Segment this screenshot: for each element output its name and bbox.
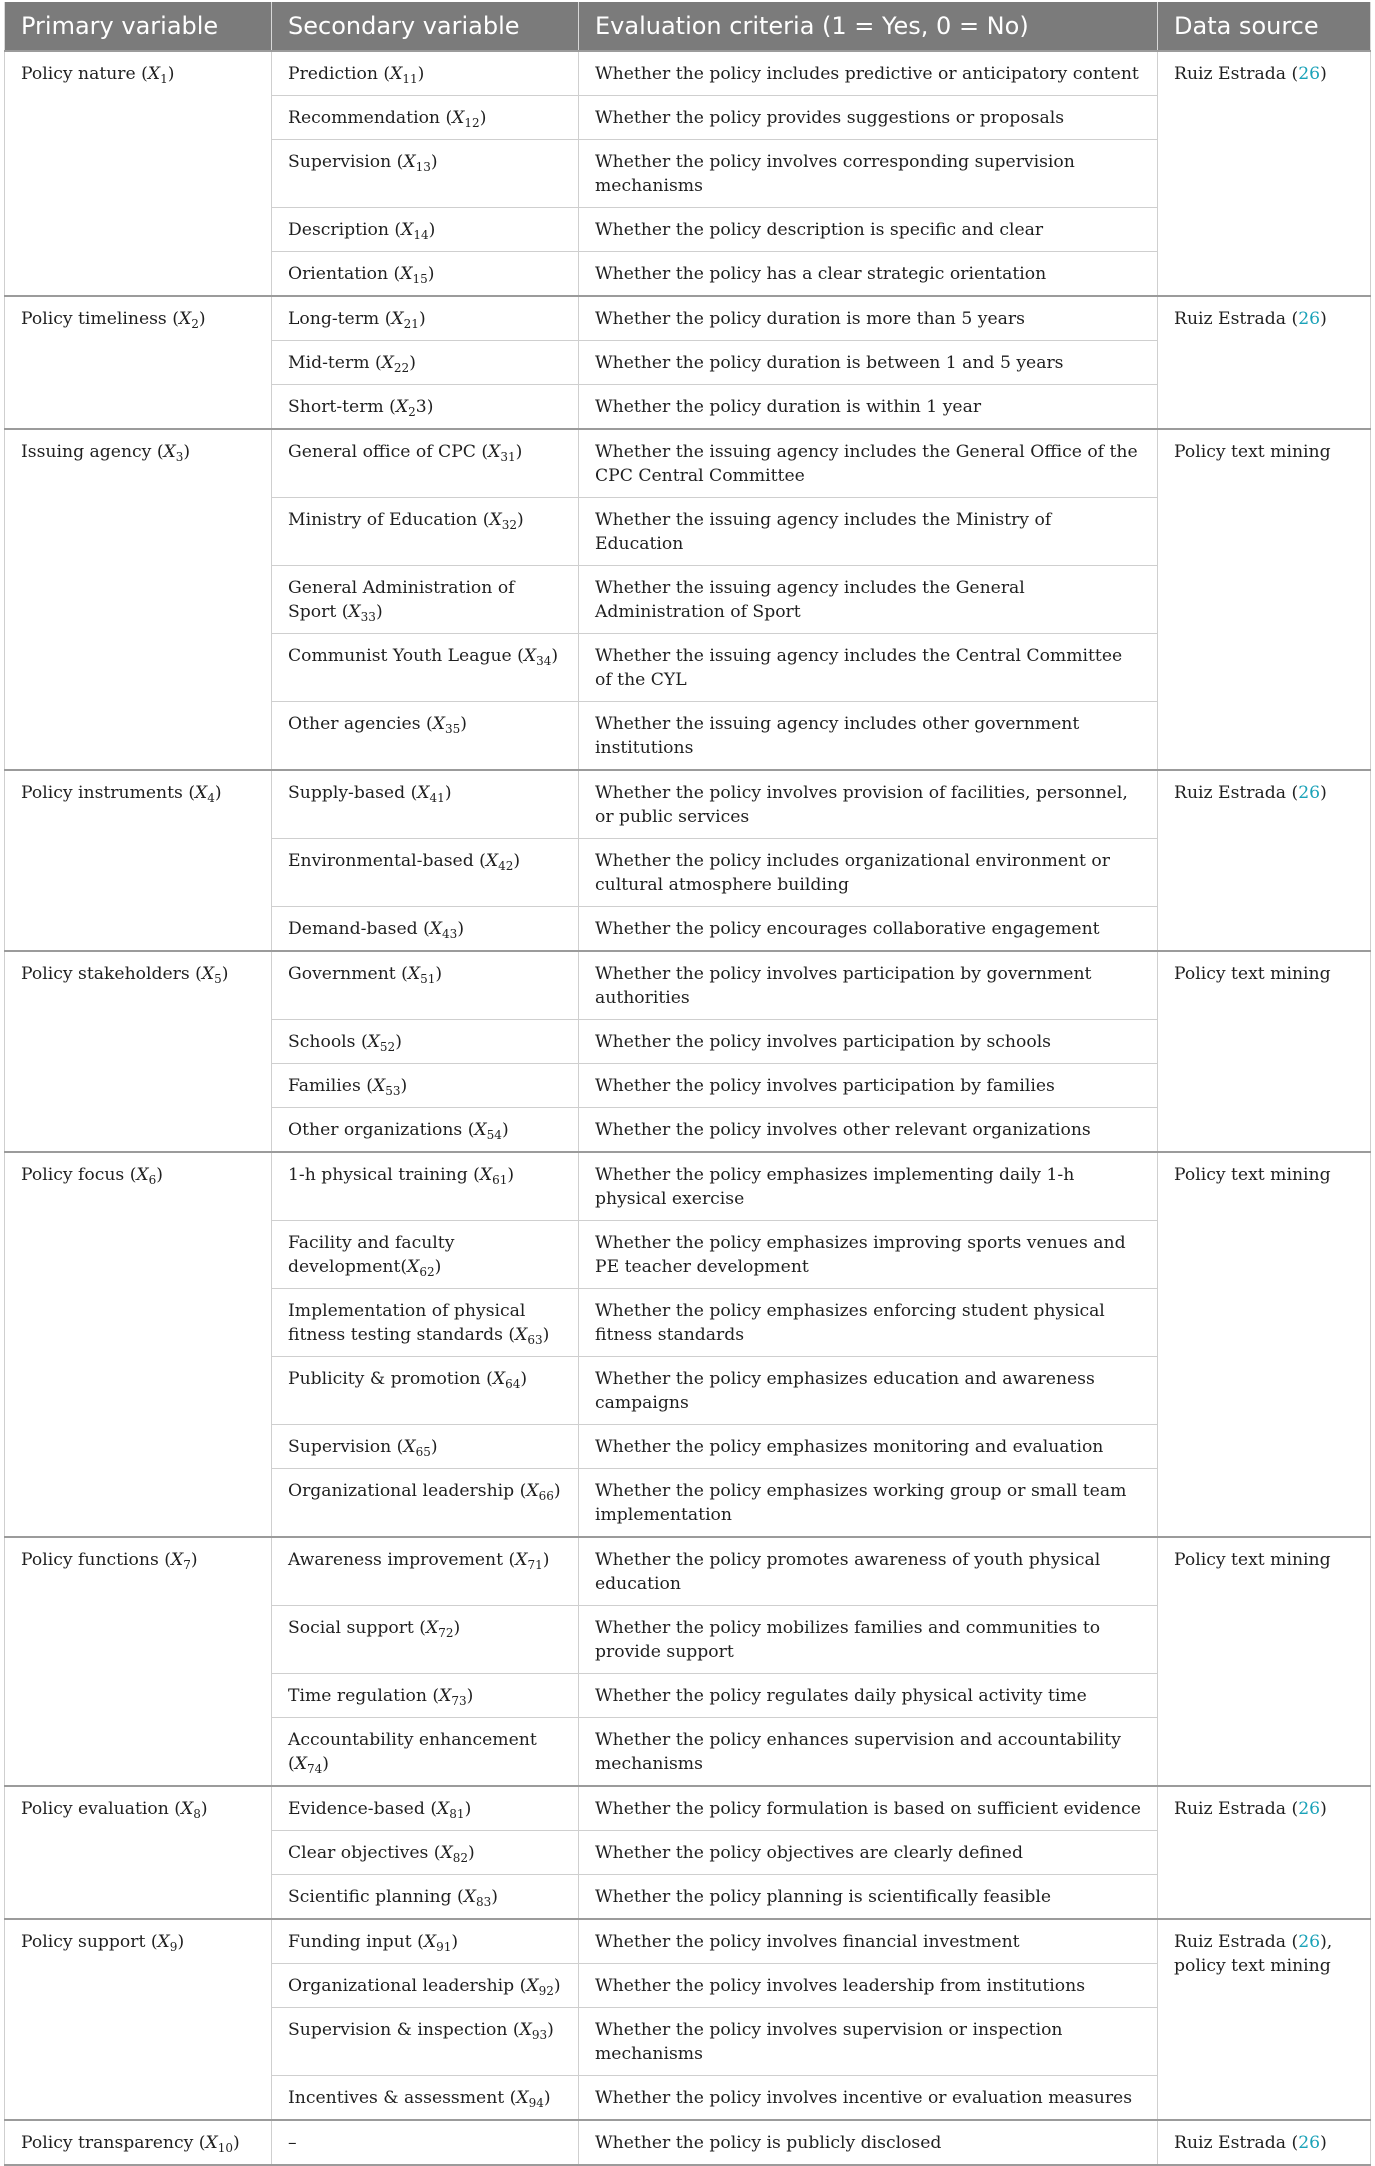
secondary-variable-subscript: 43: [442, 927, 458, 941]
primary-variable-subscript: 6: [148, 1173, 157, 1187]
secondary-variable-label: Supervision & inspection: [288, 2020, 508, 2040]
evaluation-criteria-cell: Whether the policy promotes awareness of youth physical education: [579, 1537, 1158, 1606]
primary-variable-subscript: 1: [160, 72, 168, 86]
secondary-variable-label: General office of CPC: [288, 442, 476, 462]
secondary-variable-symbol: X: [519, 2020, 532, 2040]
secondary-variable-symbol: X: [403, 1437, 416, 1457]
data-source-text: Ruiz Estrada: [1174, 1799, 1287, 1819]
primary-variable-subscript: 9: [169, 1940, 178, 1954]
primary-variable-cell: Policy transparency $(X_{10})$: [5, 2120, 272, 2165]
evaluation-criteria-cell: Whether the policy is publicly disclosed: [579, 2120, 1158, 2165]
primary-variable-cell: Policy stakeholders $(X_5)$: [5, 951, 272, 1152]
evaluation-criteria-cell: Whether the policy involves supervision or inspection mechanisms: [579, 2008, 1158, 2076]
primary-variable-symbol: X: [147, 64, 161, 84]
secondary-variable-cell: Organizational leadership $(X_{66})$: [272, 1469, 579, 1538]
evaluation-criteria-cell: Whether the policy planning is scientifically feasible: [579, 1875, 1158, 1920]
secondary-variable-label: Funding input: [288, 1932, 412, 1952]
secondary-variable-cell: Supervision & inspection $(X_{93})$: [272, 2008, 579, 2076]
evaluation-criteria-cell: Whether the issuing agency includes the Ministry of Education: [579, 498, 1158, 566]
secondary-variable-cell: Short-term $(X_23)$: [272, 385, 579, 430]
secondary-variable-subscript: 22: [393, 361, 410, 375]
data-source-text: Policy text mining: [1174, 442, 1331, 462]
header-row: [5, 2, 1371, 51]
primary-variable-symbol: X: [163, 442, 176, 462]
secondary-variable-symbol: X: [526, 1976, 539, 1996]
header-primary-variable: Primary variable: [5, 2, 272, 51]
primary-variable-symbol: X: [157, 1932, 170, 1952]
evaluation-criteria-cell: Whether the policy provides suggestions or proposals: [579, 96, 1158, 140]
evaluation-criteria-cell: Whether the policy involves incentive or evaluation measures: [579, 2076, 1158, 2121]
secondary-variable-cell: Orientation $(X_{15})$: [272, 252, 579, 297]
secondary-variable-symbol: X: [432, 714, 445, 734]
secondary-variable-cell: Other organizations $(X_{54})$: [272, 1108, 579, 1153]
secondary-variable-subscript: 61: [492, 1173, 508, 1187]
secondary-variable-symbol: X: [516, 2088, 529, 2108]
secondary-variable-cell: Time regulation $(X_{73})$: [272, 1674, 579, 1718]
secondary-variable-label: Ministry of Education: [288, 510, 478, 530]
secondary-variable-subscript: 74: [306, 1762, 323, 1776]
primary-variable-symbol: X: [178, 309, 192, 329]
secondary-variable-subscript: 73: [451, 1694, 467, 1708]
evaluation-criteria-cell: Whether the policy duration is more than 5 years: [579, 296, 1158, 341]
data-source-text: Policy text mining: [1174, 1165, 1331, 1185]
evaluation-criteria-cell: Whether the policy regulates daily physical activity time: [579, 1674, 1158, 1718]
secondary-variable-cell: General Administration of Sport $(X_{33})$: [272, 566, 579, 634]
secondary-variable-cell: Other agencies $(X_{35})$: [272, 702, 579, 771]
primary-variable-symbol: X: [136, 1165, 149, 1185]
secondary-variable-cell: Scientific planning $(X_{83})$: [272, 1875, 579, 1920]
secondary-variable-symbol: X: [381, 353, 394, 373]
evaluation-criteria-cell: Whether the policy involves leadership from institutions: [579, 1964, 1158, 2008]
table-row: [5, 1919, 1371, 1964]
secondary-variable-symbol: X: [437, 1799, 450, 1819]
primary-variable-label: Issuing agency: [21, 442, 152, 462]
evaluation-criteria-cell: Whether the issuing agency includes other government institutions: [579, 702, 1158, 771]
secondary-variable-label: Other organizations: [288, 1120, 463, 1140]
secondary-variable-cell: Clear objectives $(X_{82})$: [272, 1831, 579, 1875]
secondary-variable-subscript: 81: [449, 1807, 465, 1821]
secondary-variable-subscript: 11: [402, 72, 418, 86]
secondary-variable-label: Short-term: [288, 397, 384, 417]
data-source-cell: Ruiz Estrada (26), policy text mining: [1158, 1919, 1371, 2120]
secondary-variable-subscript: 92: [538, 1984, 554, 1998]
header-evaluation-criteria: Evaluation criteria (1 = Yes, 0 = No): [579, 2, 1158, 51]
evaluation-criteria-cell: Whether the policy emphasizes improving sports venues and PE teacher development: [579, 1221, 1158, 1289]
data-source-text: Policy text mining: [1174, 964, 1331, 984]
table-row: [5, 770, 1371, 839]
table-row: [5, 296, 1371, 341]
secondary-variable-symbol: X: [429, 919, 443, 939]
primary-variable-cell: Policy instruments $(X_4)$: [5, 770, 272, 951]
primary-variable-symbol: X: [201, 964, 215, 984]
secondary-variable-cell: Long-term $(X_{21})$: [272, 296, 579, 341]
primary-variable-label: Policy nature: [21, 64, 136, 84]
evaluation-criteria-cell: Whether the policy objectives are clearly defined: [579, 1831, 1158, 1875]
secondary-variable-label: –: [288, 2133, 297, 2153]
secondary-variable-subscript: 42: [498, 859, 514, 873]
data-source-text: Ruiz Estrada: [1174, 1932, 1287, 1952]
secondary-variable-label: Clear objectives: [288, 1843, 429, 1863]
primary-variable-label: Policy transparency: [21, 2133, 194, 2153]
data-source-cell: [1158, 429, 1371, 770]
data-source-text: Ruiz Estrada: [1174, 783, 1287, 803]
primary-variable-cell: Policy nature $(X_1)$: [5, 51, 272, 296]
secondary-variable-subscript: 12: [464, 116, 480, 130]
evaluation-criteria-cell: Whether the policy has a clear strategic orientation: [579, 252, 1158, 297]
secondary-variable-subscript: 53: [385, 1084, 401, 1098]
evaluation-criteria-cell: Whether the policy duration is within 1 year: [579, 385, 1158, 430]
primary-variable-label: Policy timeliness: [21, 309, 167, 329]
primary-variable-subscript: 4: [207, 791, 215, 805]
secondary-variable-label: Communist Youth League: [288, 646, 512, 666]
secondary-variable-label: Long-term: [288, 309, 380, 329]
secondary-variable-label: 1-h physical training: [288, 1165, 468, 1185]
secondary-variable-subscript: 13: [415, 160, 431, 174]
table-row: [5, 951, 1371, 1020]
secondary-variable-label: Demand-based: [288, 919, 418, 939]
reference-link[interactable]: 26: [1298, 2133, 1321, 2153]
table-body: [5, 51, 1371, 2165]
secondary-variable-label: Organizational leadership: [288, 1976, 515, 1996]
evaluation-criteria-cell: Whether the policy involves other relevant organizations: [579, 1108, 1158, 1153]
secondary-variable-symbol: X: [488, 442, 501, 462]
data-source-text: Policy text mining: [1174, 1550, 1331, 1570]
secondary-variable-symbol: X: [367, 1032, 380, 1052]
evaluation-criteria-cell: Whether the policy involves provision of facilities, personnel, or public services: [579, 770, 1158, 839]
secondary-variable-cell: Description $(X_{14})$: [272, 208, 579, 252]
secondary-variable-symbol: X: [400, 264, 413, 284]
secondary-variable-symbol: X: [426, 1618, 439, 1638]
evaluation-criteria-cell: Whether the policy involves financial investment: [579, 1919, 1158, 1964]
data-source-text: Ruiz Estrada: [1174, 309, 1287, 329]
evaluation-criteria-cell: Whether the policy enhances supervision and accountability mechanisms: [579, 1718, 1158, 1787]
secondary-variable-label: Schools: [288, 1032, 356, 1052]
primary-variable-cell: Policy focus $(X_6)$: [5, 1152, 272, 1537]
secondary-variable-cell: Prediction $(X_{11})$: [272, 51, 579, 96]
secondary-variable-subscript: 14: [413, 228, 429, 242]
secondary-variable-symbol: X: [492, 1369, 506, 1389]
secondary-variable-symbol: X: [423, 1932, 437, 1952]
reference-link[interactable]: 26: [1298, 64, 1321, 84]
evaluation-criteria-cell: Whether the policy includes predictive or anticipatory content: [579, 51, 1158, 96]
primary-variable-label: Policy evaluation: [21, 1799, 169, 1819]
evaluation-criteria-cell: Whether the policy involves participation by schools: [579, 1020, 1158, 1064]
table-row: [5, 429, 1371, 498]
secondary-variable-symbol: X: [452, 108, 465, 128]
secondary-variable-subscript: 93: [531, 2028, 548, 2042]
secondary-variable-label: Awareness improvement: [288, 1550, 504, 1570]
data-source-text: Ruiz Estrada: [1174, 64, 1287, 84]
secondary-variable-cell: Organizational leadership $(X_{92})$: [272, 1964, 579, 2008]
evaluation-criteria-cell: Whether the issuing agency includes the General Administration of Sport: [579, 566, 1158, 634]
data-source-text: Ruiz Estrada: [1174, 2133, 1287, 2153]
evaluation-criteria-cell: Whether the policy mobilizes families and communities to provide support: [579, 1606, 1158, 1674]
secondary-variable-symbol: X: [403, 152, 416, 172]
secondary-variable-subscript: 35: [444, 722, 461, 736]
reference-link[interactable]: 26: [1298, 1932, 1321, 1952]
evaluation-criteria-cell: Whether the policy involves corresponding supervision mechanisms: [579, 140, 1158, 208]
primary-variable-subscript: 10: [217, 2141, 234, 2155]
data-source-extra: policy text mining: [1174, 1956, 1331, 1976]
secondary-variable-label: Recommendation: [288, 108, 440, 128]
header-data-source: Data source: [1158, 2, 1371, 51]
secondary-variable-label: Scientific planning: [288, 1887, 452, 1907]
secondary-variable-subscript: 72: [438, 1626, 454, 1640]
secondary-variable-cell: Supervision $(X_{65})$: [272, 1425, 579, 1469]
primary-variable-cell: Policy support $(X_9)$: [5, 1919, 272, 2120]
secondary-variable-subscript: 15: [412, 272, 428, 286]
evaluation-criteria-cell: Whether the policy formulation is based on sufficient evidence: [579, 1786, 1158, 1831]
primary-variable-symbol: X: [180, 1799, 194, 1819]
evaluation-criteria-cell: Whether the policy emphasizes implementing daily 1-h physical exercise: [579, 1152, 1158, 1221]
data-source-cell: [1158, 951, 1371, 1152]
primary-variable-label: Policy functions: [21, 1550, 159, 1570]
primary-variable-cell: Policy timeliness $(X_2)$: [5, 296, 272, 429]
evaluation-criteria-cell: Whether the issuing agency includes the Central Committee of the CYL: [579, 634, 1158, 702]
secondary-variable-symbol: X: [417, 783, 430, 803]
secondary-variable-cell: Supply-based $(X_{41})$: [272, 770, 579, 839]
secondary-variable-label: Prediction: [288, 64, 378, 84]
secondary-variable-label: Accountability enhancement: [288, 1730, 537, 1750]
primary-variable-subscript: 3: [175, 450, 184, 464]
secondary-variable-cell: Schools $(X_{52})$: [272, 1020, 579, 1064]
secondary-variable-symbol: X: [479, 1165, 493, 1185]
secondary-variable-cell: Evidence-based $(X_{81})$: [272, 1786, 579, 1831]
secondary-variable-label: Mid-term: [288, 353, 370, 373]
secondary-variable-symbol: X: [526, 1481, 539, 1501]
table-row: [5, 1152, 1371, 1221]
primary-variable-symbol: X: [195, 783, 208, 803]
secondary-variable-subscript: 31: [500, 450, 516, 464]
evaluation-criteria-cell: Whether the policy emphasizes education and awareness campaigns: [579, 1357, 1158, 1425]
secondary-variable-cell: Ministry of Education $(X_{32})$: [272, 498, 579, 566]
secondary-variable-subscript: 66: [538, 1489, 554, 1503]
secondary-variable-symbol: X: [294, 1754, 307, 1774]
secondary-variable-cell: Demand-based $(X_{43})$: [272, 907, 579, 952]
secondary-variable-symbol: X: [401, 220, 414, 240]
secondary-variable-cell: Social support $(X_{72})$: [272, 1606, 579, 1674]
primary-variable-cell: Policy functions $(X_7)$: [5, 1537, 272, 1786]
secondary-variable-cell: Communist Youth League $(X_{34})$: [272, 634, 579, 702]
secondary-variable-label: Publicity & promotion: [288, 1369, 481, 1389]
secondary-variable-cell: Incentives & assessment $(X_{94})$: [272, 2076, 579, 2121]
table-row: [5, 1537, 1371, 1606]
secondary-variable-label: Social support: [288, 1618, 414, 1638]
secondary-variable-cell: Mid-term $(X_{22})$: [272, 341, 579, 385]
data-source-cell: Ruiz Estrada (26): [1158, 1786, 1371, 1919]
data-source-cell: Ruiz Estrada (26): [1158, 2120, 1371, 2165]
evaluation-criteria-cell: Whether the policy involves participation by government authorities: [579, 951, 1158, 1020]
primary-variable-label: Policy instruments: [21, 783, 183, 803]
secondary-variable-cell: Funding input $(X_{91})$: [272, 1919, 579, 1964]
primary-variable-cell: Policy evaluation $(X_8)$: [5, 1786, 272, 1919]
evaluation-criteria-cell: Whether the policy description is specific and clear: [579, 208, 1158, 252]
evaluation-criteria-cell: Whether the policy includes organizational environment or cultural atmosphere building: [579, 839, 1158, 907]
evaluation-criteria-cell: Whether the issuing agency includes the General Office of the CPC Central Committee: [579, 429, 1158, 498]
header-secondary-variable: Secondary variable: [272, 2, 579, 51]
secondary-variable-label: Supervision: [288, 1437, 392, 1457]
secondary-variable-subscript: 82: [452, 1851, 469, 1865]
primary-variable-subscript: 7: [183, 1558, 191, 1572]
secondary-variable-label: Organizational leadership: [288, 1481, 515, 1501]
secondary-variable-cell: [272, 2120, 579, 2165]
secondary-variable-label: Facility and faculty development: [288, 1233, 455, 1277]
secondary-variable-subscript: 21: [403, 317, 419, 331]
secondary-variable-label: Description: [288, 220, 389, 240]
secondary-variable-subscript: 2: [408, 405, 416, 419]
secondary-variable-symbol: X: [348, 602, 361, 622]
secondary-variable-subscript: 63: [527, 1333, 543, 1347]
secondary-variable-subscript: 51: [420, 972, 436, 986]
primary-variable-subscript: 8: [193, 1807, 201, 1821]
primary-variable-symbol: X: [170, 1550, 184, 1570]
secondary-variable-symbol: X: [485, 851, 499, 871]
table-row: [5, 2120, 1371, 2165]
secondary-variable-cell: Families $(X_{53})$: [272, 1064, 579, 1108]
secondary-variable-cell: Facility and faculty $development(X_{62})$: [272, 1221, 579, 1289]
secondary-variable-label: Supervision: [288, 152, 392, 172]
primary-variable-subscript: 2: [191, 317, 199, 331]
secondary-variable-symbol: X: [439, 1686, 452, 1706]
secondary-variable-subscript: 64: [505, 1377, 521, 1391]
secondary-variable-cell: General office of CPC $(X_{31})$: [272, 429, 579, 498]
secondary-variable-subscript: 41: [429, 791, 445, 805]
secondary-variable-subscript: 32: [501, 518, 517, 532]
reference-link[interactable]: 26: [1298, 309, 1321, 329]
secondary-variable-symbol: X: [395, 397, 409, 417]
secondary-variable-cell: Accountability enhancement $(X_{74})$: [272, 1718, 579, 1787]
secondary-variable-cell: Supervision $(X_{13})$: [272, 140, 579, 208]
data-source-cell: [1158, 1537, 1371, 1786]
secondary-variable-subscript: 91: [436, 1940, 452, 1954]
evaluation-criteria-cell: Whether the policy emphasizes enforcing student physical fitness standards: [579, 1289, 1158, 1357]
primary-variable-label: Policy support: [21, 1932, 146, 1952]
table-header: [5, 2, 1371, 51]
policy-variables-table: [4, 2, 1371, 2166]
secondary-variable-label: Environmental-based: [288, 851, 474, 871]
secondary-variable-symbol: X: [489, 510, 502, 530]
evaluation-criteria-cell: Whether the policy emphasizes working group or small team implementation: [579, 1469, 1158, 1538]
secondary-variable-cell: 1-h physical training $(X_{61})$: [272, 1152, 579, 1221]
evaluation-criteria-cell: Whether the policy emphasizes monitoring and evaluation: [579, 1425, 1158, 1469]
secondary-variable-subscript: 33: [360, 610, 376, 624]
secondary-variable-symbol: X: [523, 646, 537, 666]
evaluation-criteria-cell: Whether the policy duration is between 1 and 5 years: [579, 341, 1158, 385]
secondary-variable-subscript: 71: [527, 1558, 543, 1572]
data-source-separator: ,: [1326, 1932, 1333, 1952]
reference-link[interactable]: 26: [1298, 783, 1321, 803]
primary-variable-symbol: X: [205, 2133, 218, 2153]
secondary-variable-symbol: X: [407, 964, 421, 984]
secondary-variable-symbol: X: [440, 1843, 453, 1863]
secondary-variable-label: Time regulation: [288, 1686, 427, 1706]
secondary-variable-symbol: X: [372, 1076, 386, 1096]
secondary-variable-cell: Awareness improvement $(X_{71})$: [272, 1537, 579, 1606]
data-source-cell: Ruiz Estrada (26): [1158, 296, 1371, 429]
secondary-variable-subscript: 54: [486, 1128, 502, 1142]
evaluation-criteria-cell: Whether the policy encourages collaborative engagement: [579, 907, 1158, 952]
data-source-cell: Ruiz Estrada (26): [1158, 770, 1371, 951]
data-source-cell: Ruiz Estrada (26): [1158, 51, 1371, 296]
secondary-variable-subscript: 65: [415, 1445, 431, 1459]
secondary-variable-cell: Government $(X_{51})$: [272, 951, 579, 1020]
secondary-variable-label: Evidence-based: [288, 1799, 425, 1819]
secondary-variable-subscript: 34: [536, 654, 552, 668]
secondary-variable-symbol: X: [463, 1887, 476, 1907]
secondary-variable-symbol: X: [391, 309, 404, 329]
evaluation-criteria-cell: Whether the policy involves participation by families: [579, 1064, 1158, 1108]
secondary-variable-suffix: 3: [415, 397, 427, 417]
secondary-variable-symbol: X: [474, 1120, 487, 1140]
secondary-variable-subscript: 62: [419, 1265, 435, 1279]
secondary-variable-label: Incentives & assessment: [288, 2088, 505, 2108]
secondary-variable-cell: Recommendation $(X_{12})$: [272, 96, 579, 140]
secondary-variable-label: Orientation: [288, 264, 389, 284]
secondary-variable-label: General Administration of Sport: [288, 578, 515, 622]
secondary-variable-subscript: 83: [475, 1895, 492, 1909]
secondary-variable-label: Other agencies: [288, 714, 421, 734]
table-row: [5, 51, 1371, 96]
primary-variable-subscript: 5: [214, 972, 222, 986]
secondary-variable-label: Families: [288, 1076, 361, 1096]
secondary-variable-symbol: X: [515, 1325, 528, 1345]
secondary-variable-symbol: X: [390, 64, 403, 84]
secondary-variable-symbol: X: [515, 1550, 528, 1570]
secondary-variable-cell: Publicity & promotion $(X_{64})$: [272, 1357, 579, 1425]
secondary-variable-label: Supply-based: [288, 783, 406, 803]
secondary-variable-label: Government: [288, 964, 396, 984]
secondary-variable-symbol: X: [407, 1257, 420, 1277]
secondary-variable-subscript: 94: [528, 2096, 544, 2110]
reference-link[interactable]: 26: [1298, 1799, 1321, 1819]
primary-variable-label: Policy focus: [21, 1165, 125, 1185]
secondary-variable-cell: Implementation of physical fitness testing standards $(X_{63})$: [272, 1289, 579, 1357]
primary-variable-label: Policy stakeholders: [21, 964, 190, 984]
primary-variable-cell: Issuing agency $(X_3)$: [5, 429, 272, 770]
secondary-variable-label: Implementation of physical fitness testing standards: [288, 1301, 526, 1345]
table-row: [5, 1786, 1371, 1831]
secondary-variable-subscript: 52: [379, 1040, 396, 1054]
secondary-variable-cell: Environmental-based $(X_{42})$: [272, 839, 579, 907]
data-source-cell: [1158, 1152, 1371, 1537]
